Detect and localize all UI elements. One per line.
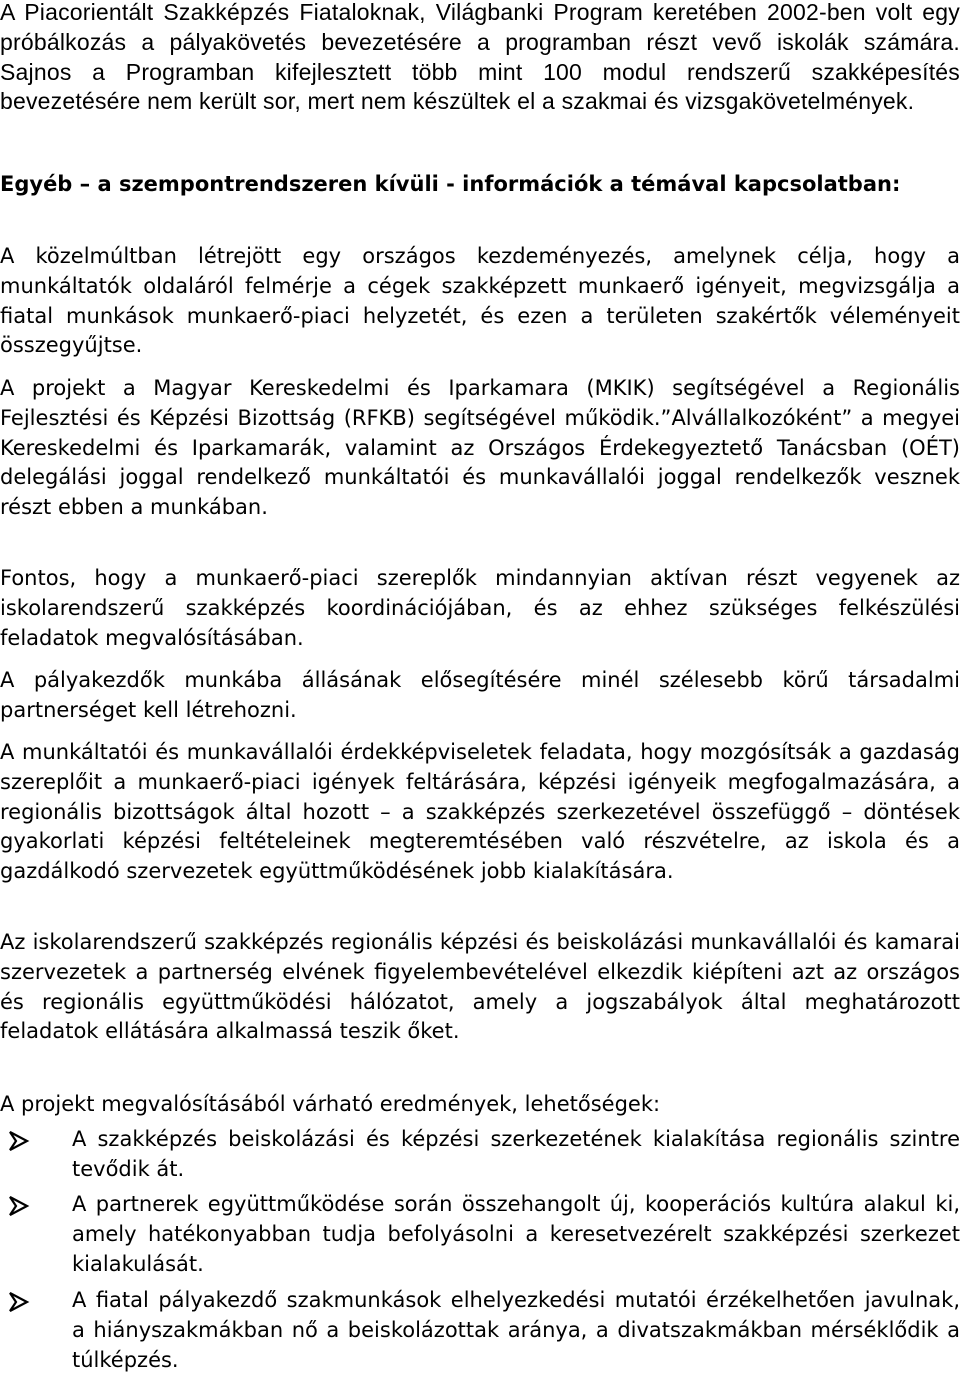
result-item-text: A fiatal pályakezdő szakmunkások elhelyezkedési mutatói érzékelhetően javulnak, a hiányszakmákban nő a beiskolázottak aránya, a divatszakmákban mérséklődik a túlképzés. [72,1288,960,1372]
paragraph-representatives: A munkáltatói és munkavállalói érdekképviseletek feladata, hogy mozgósítsák a gazdaság szereplőit a munkaerő-piaci igények feltárására, képzési igényeik megfogalmazására, a regionális bizottságok által hozott – a szakképzés szerkezetével összefüggő – döntések gyakorlati képzési feltételeinek megteremtésében való részvételre, az iskola és a gazdálkodó szervezetek együttműködésének jobb kialakítására. [0,740,960,884]
paragraph-market-actors: Fontos, hogy a munkaerő-piaci szereplők mindannyian aktívan részt vegyenek az iskolarendszerű szakképzés koordinációjában, és az ehhez szükséges felkészülési feladatok megvalósításában. [0,566,960,650]
list-item [0,1190,960,1279]
arrowhead-bullet-icon [0,1196,30,1216]
paragraph-career-starters: A pályakezdők munkába állásának elősegítésére minél szélesebb körű társadalmi partnerséget kell létrehozni. [0,668,960,722]
paragraph-project: A projekt a Magyar Kereskedelmi és Iparkamara (MKIK) segítségével a Regionális Fejlesztési és Képzési Bizottság (RFKB) segítségével működik.”Alvállalkozóként” a megyei Kereskedelmi és Iparkamarák, valamint az Országos Érdekegyeztető Tanácsban (OÉT) delegálási joggal rendelkező munkáltatói és munkavállalói joggal rendelkezők vesznek részt ebben a munkában. [0,376,960,520]
results-intro: A projekt megvalósításából várható eredmények, lehetőségek: [0,1092,661,1116]
paragraph-initiative: A közelmúltban létrejött egy országos kezdeményezés, amelynek célja, hogy a munkáltatók oldaláról felmérje a cégek szakképzett munkaerő igényeit, megvizsgálja a fiatal munkások munkaerő-piaci helyzetét, és ezen a területen szakértők véleményeit összegyűjtse. [0,244,960,358]
result-item-text: A szakképzés beiskolázási és képzési szerkezetének kialakítása regionális szintre tevődik át. [72,1127,960,1181]
intro-paragraph: A Piacorientált Szakképzés Fiataloknak, Világbanki Program keretében 2002-ben volt egy próbálkozás a pályakövetés bevezetésére a programban részt vevő iskolák számára. Sajnos a Programban kifejlesztett több mint 100 modul rendszerű szakképesítés bevezetésére nem került sor, mert nem készültek el a szakmai és vizsgakövetelmények. [0,0,960,115]
paragraph-network: Az iskolarendszerű szakképzés regionális képzési és beiskolázási munkavállalói és kamarai szervezetek a partnerség elvének figyelembevételével elkezdik kiépíteni azt az országos és regionális együttműködési hálózatot, amely a jogszabályok által meghatározott feladatok ellátására alkalmassá teszik őket. [0,930,960,1044]
arrowhead-bullet-icon [0,1131,30,1151]
list-item [0,1125,960,1185]
list-item [0,1286,960,1375]
result-item-text: A partnerek együttműködése során összehangolt új, kooperációs kultúra alakul ki, amely hatékonyabban tudja befolyásolni a keresetvezérelt szakképzési szerkezet kialakulását. [72,1192,960,1276]
arrowhead-bullet-icon [0,1292,30,1312]
section-heading: Egyéb – a szempontrendszeren kívüli - információk a témával kapcsolatban: [0,172,901,196]
